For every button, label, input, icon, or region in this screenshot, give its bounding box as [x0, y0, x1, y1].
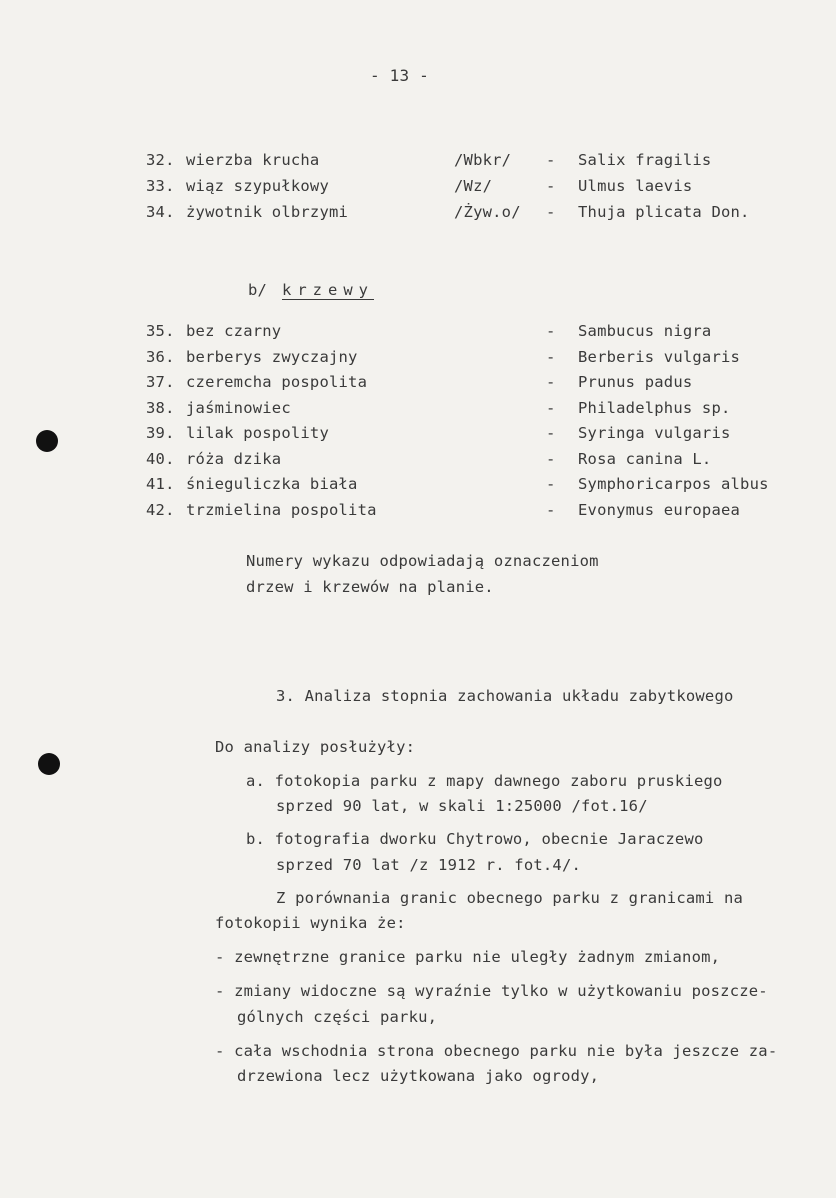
item-dash: - [546, 203, 556, 221]
note-line-1: Numery wykazu odpowiadają oznaczeniom [246, 552, 599, 570]
item-number: 36. [146, 348, 175, 366]
item-latin-name: Thuja plicata Don. [578, 203, 750, 221]
bullet-3-line-2: drzewiona lecz użytkowana jako ogrody, [237, 1067, 600, 1085]
item-polish-name: berberys zwyczajny [186, 348, 358, 366]
bullet-1-line-1: - zewnętrzne granice parku nie uległy żadnym zmianom, [215, 948, 721, 966]
item-latin-name: Salix fragilis [578, 151, 712, 169]
source-a-line-2: sprzed 90 lat, w skali 1:25000 /fot.16/ [276, 797, 648, 815]
page-number: - 13 - [370, 66, 429, 85]
section-title: 3. Analiza stopnia zachowania układu zabytkowego [276, 687, 734, 705]
item-polish-name: róża dzika [186, 450, 282, 468]
source-b-line-1: b. fotografia dworku Chytrowo, obecnie Jaraczewo [246, 830, 704, 848]
item-latin-name: Syringa vulgaris [578, 424, 731, 442]
item-latin-name: Symphoricarpos albus [578, 475, 769, 493]
item-abbreviation: /Żyw.o/ [454, 203, 521, 221]
heading-title: krzewy [282, 281, 374, 299]
item-dash: - [546, 501, 556, 519]
heading-prefix: b/ [248, 281, 268, 299]
punch-hole-bottom [38, 753, 60, 775]
item-abbreviation: /Wz/ [454, 177, 493, 195]
item-number: 33. [146, 177, 175, 195]
item-polish-name: wierzba krucha [186, 151, 320, 169]
item-dash: - [546, 151, 556, 169]
item-dash: - [546, 399, 556, 417]
item-number: 41. [146, 475, 175, 493]
punch-hole-top [36, 430, 58, 452]
comparison-line-1: Z porównania granic obecnego parku z granicami na [276, 889, 744, 907]
item-dash: - [546, 424, 556, 442]
bullet-2-line-2: gólnych części parku, [237, 1008, 438, 1026]
item-latin-name: Prunus padus [578, 373, 693, 391]
section-intro: Do analizy posłużyły: [215, 738, 416, 756]
item-polish-name: śnieguliczka biała [186, 475, 358, 493]
item-polish-name: bez czarny [186, 322, 282, 340]
item-polish-name: czeremcha pospolita [186, 373, 368, 391]
item-number: 37. [146, 373, 175, 391]
item-number: 38. [146, 399, 175, 417]
comparison-line-2: fotokopii wynika że: [215, 914, 406, 932]
item-dash: - [546, 322, 556, 340]
item-latin-name: Ulmus laevis [578, 177, 693, 195]
item-polish-name: wiąz szypułkowy [186, 177, 329, 195]
source-b-line-2: sprzed 70 lat /z 1912 r. fot.4/. [276, 856, 582, 874]
bullet-2-line-1: - zmiany widoczne są wyraźnie tylko w użytkowaniu poszcze- [215, 982, 768, 1000]
item-number: 32. [146, 151, 175, 169]
source-a-line-1: a. fotokopia parku z mapy dawnego zaboru pruskiego [246, 772, 723, 790]
item-number: 42. [146, 501, 175, 519]
item-dash: - [546, 373, 556, 391]
item-polish-name: jaśminowiec [186, 399, 291, 417]
item-number: 34. [146, 203, 175, 221]
bullet-3-line-1: - cała wschodnia strona obecnego parku nie była jeszcze za- [215, 1042, 778, 1060]
item-latin-name: Rosa canina L. [578, 450, 712, 468]
item-dash: - [546, 348, 556, 366]
item-polish-name: lilak pospolity [186, 424, 329, 442]
item-number: 39. [146, 424, 175, 442]
item-dash: - [546, 475, 556, 493]
note-line-2: drzew i krzewów na planie. [246, 578, 494, 596]
item-latin-name: Evonymus europaea [578, 501, 741, 519]
item-polish-name: żywotnik olbrzymi [186, 203, 349, 221]
item-latin-name: Sambucus nigra [578, 322, 712, 340]
item-dash: - [546, 450, 556, 468]
item-polish-name: trzmielina pospolita [186, 501, 377, 519]
item-latin-name: Philadelphus sp. [578, 399, 731, 417]
item-dash: - [546, 177, 556, 195]
item-abbreviation: /Wbkr/ [454, 151, 512, 169]
item-number: 40. [146, 450, 175, 468]
item-number: 35. [146, 322, 175, 340]
item-latin-name: Berberis vulgaris [578, 348, 741, 366]
